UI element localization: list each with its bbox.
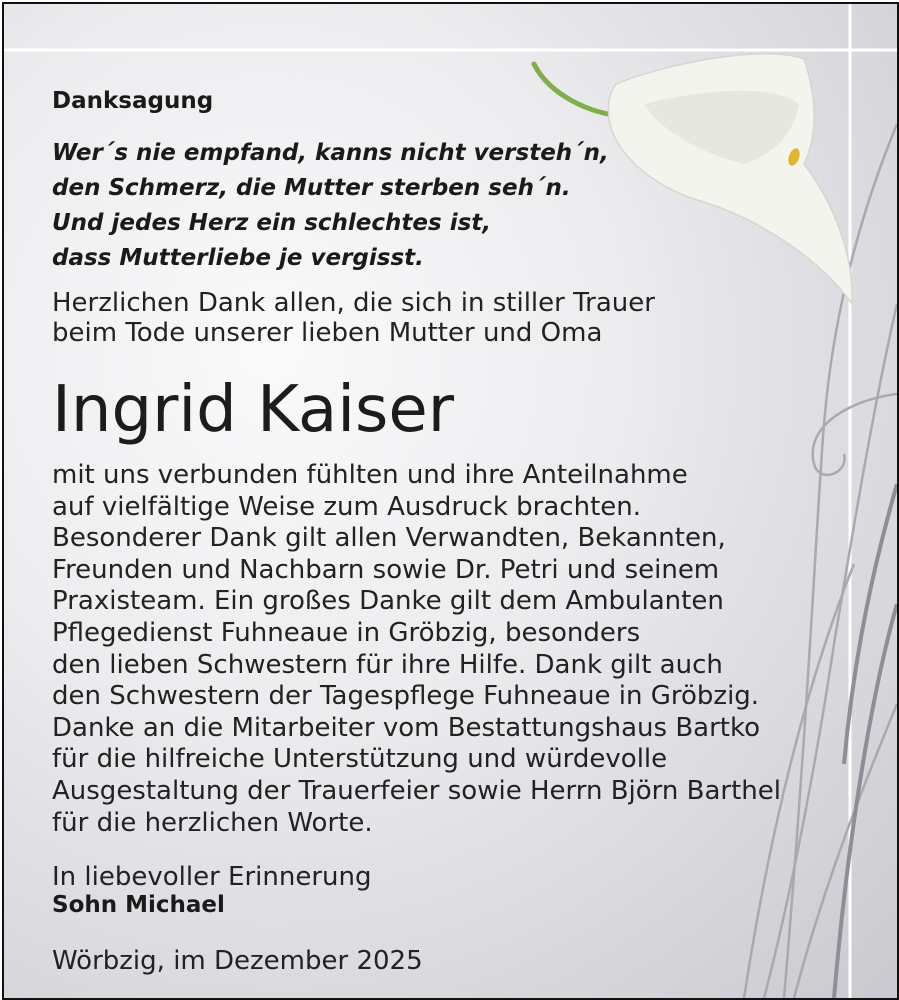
place-date: Wörbzig, im Dezember 2025 [52,946,423,976]
poem-line: den Schmerz, die Mutter sterben seh´n. [52,175,571,201]
body-line: Besonderer Dank gilt allen Verwandten, Bekannten, [52,523,726,554]
body-line: Ausgestaltung der Trauerfeier sowie Herrn Björn Barthel [52,775,782,806]
poem-line: dass Mutterliebe je vergisst. [52,245,424,271]
poem-line: Wer´s nie empfand, kanns nicht versteh´n, [52,140,609,166]
body-line: für die hilfreiche Unterstützung und würdevolle [52,744,668,775]
body-line: Danke an die Mitarbeiter vom Bestattungshaus Bartko [52,712,761,743]
body-line: mit uns verbunden fühlten und ihre Anteilnahme [52,460,688,490]
body-line: auf vielfältige Weise zum Ausdruck brachten. [52,491,642,522]
body-line: Praxisteam. Ein großes Danke gilt dem Ambulanten [52,586,724,617]
body-line: für die herzlichen Worte. [52,807,373,838]
intro-text [52,288,655,348]
body-line: den lieben Schwestern für ihre Hilfe. Dank gilt auch [52,649,723,680]
body-line: den Schwestern der Tagespflege Fuhneaue in Gröbzig. [52,681,760,712]
body-text [52,460,781,839]
intro-line: Herzlichen Dank allen, die sich in stiller Trauer [52,288,655,318]
closing-line: In liebevoller Erinnerung [52,862,372,892]
grass-blades [834,484,897,998]
deceased-name: Ingrid Kaiser [52,373,454,447]
poem-line: Und jedes Herz ein schlechtes ist, [52,210,491,236]
obituary-card [2,2,899,1000]
intro-line: beim Tode unserer lieben Mutter und Oma [52,318,603,348]
body-line: Pflegedienst Fuhneaue in Gröbzig, besonders [52,617,641,648]
body-line: Freunden und Nachbarn sowie Dr. Petri und seinem [52,554,720,585]
heading: Danksagung [52,88,214,114]
signer-name: Sohn Michael [52,892,225,918]
poem [52,136,609,276]
